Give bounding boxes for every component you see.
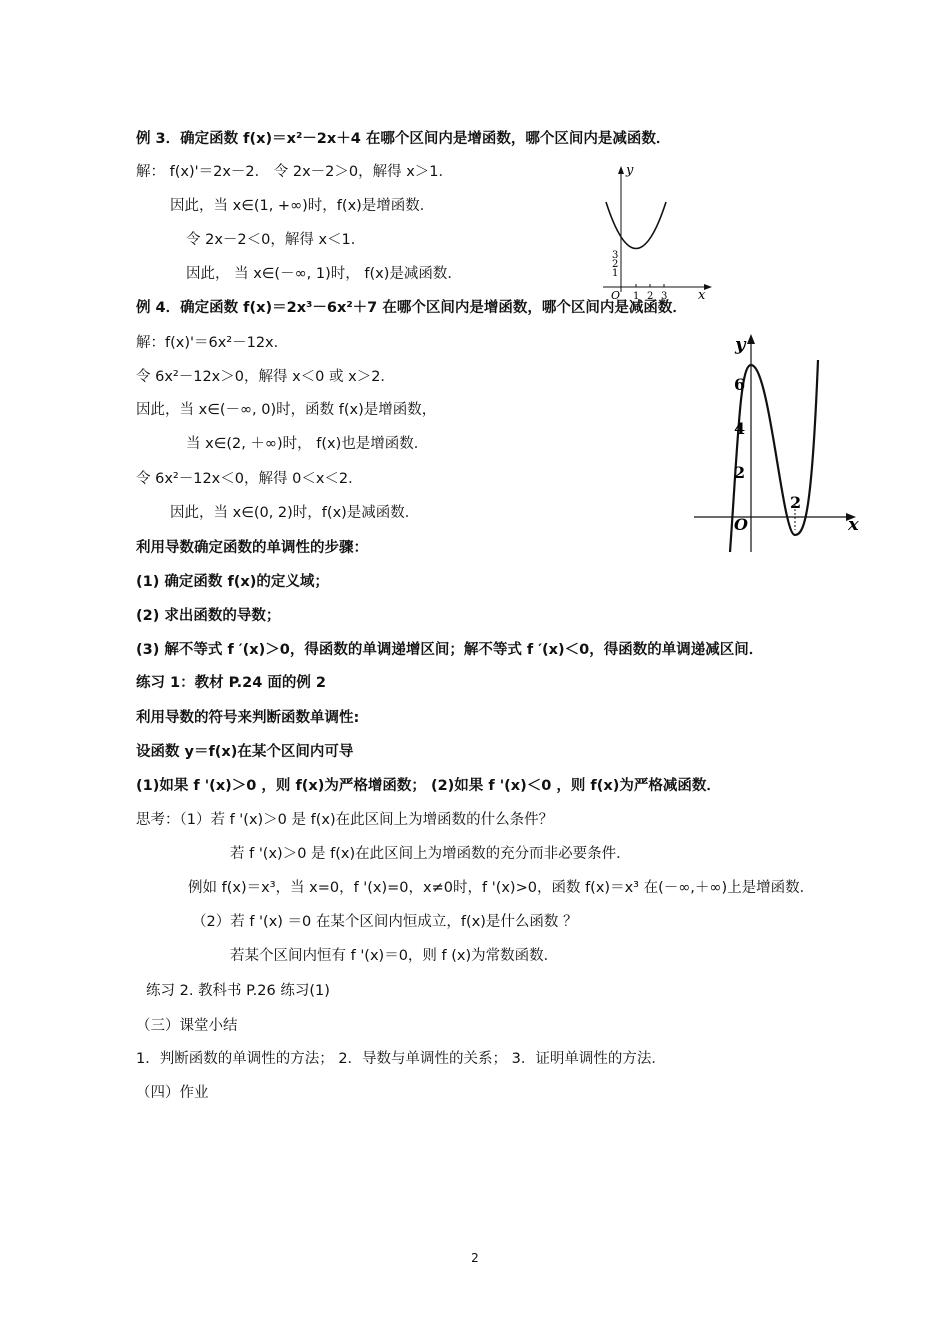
step-2: (2) 求出函数的导数；: [136, 608, 281, 624]
parabola-figure: [598, 160, 718, 300]
example-3-inequality: 令 2x－2＜0，解得 x＜1．: [186, 232, 366, 248]
y-tick-4: 4: [734, 419, 746, 438]
exercise-1: 练习 1：教材 P.24 面的例 2: [136, 675, 327, 691]
steps-heading: 利用导数确定函数的单调性的步骤：: [136, 540, 368, 556]
y-tick-6: 6: [734, 375, 746, 394]
think-answer-2: 若某个区间内恒有 f '(x)＝0，则 f (x)为常数函数．: [230, 948, 559, 964]
example-3-solution: 解： f(x)'＝2x－2． 令 2x－2＞0，解得 x＞1．: [136, 164, 454, 180]
cubic-figure: [690, 330, 870, 558]
example-3-title: 例 3．确定函数 f(x)＝x²－2x＋4 在哪个区间内是增函数，哪个区间内是减函数．: [136, 131, 671, 147]
summary-points: 1．判断函数的单调性的方法； 2．导数与单调性的关系； 3．证明单调性的方法．: [136, 1051, 666, 1067]
origin-label: O: [734, 515, 748, 534]
step-1: (1) 确定函数 f(x)的定义域；: [136, 574, 329, 590]
think-question-1: 思考：（1）若 f '(x)＞0 是 f(x)在此区间上为增函数的什么条件？: [136, 812, 554, 828]
example-4-decrease: 因此，当 x∈(0, 2)时，f(x)是减函数．: [170, 505, 420, 521]
differentiable-assumption: 设函数 y＝f(x)在某个区间内可导: [136, 744, 354, 760]
y-tick-1: 1: [612, 268, 619, 279]
example-4-title: 例 4．确定函数 f(x)＝2x³－6x²＋7 在哪个区间内是增函数，哪个区间内是减函数．: [136, 300, 687, 316]
exercise-2: 练习 2. 教科书 P.26 练习(1): [146, 983, 330, 999]
summary-heading: （三）课堂小结: [136, 1018, 238, 1034]
x-tick-3: 3: [661, 291, 668, 300]
x-axis-label: x: [848, 514, 859, 535]
example-3-decrease: 因此， 当 x∈(－∞, 1)时， f(x)是减函数．: [186, 266, 462, 282]
think-answer-1: 若 f '(x)＞0 是 f(x)在此区间上为增函数的充分而非必要条件．: [230, 846, 631, 862]
example-3-increase: 因此，当 x∈(1, +∞)时，f(x)是增函数．: [170, 198, 435, 214]
y-tick-2: 2: [734, 463, 746, 482]
step-3: (3) 解不等式 f ′(x)＞0，得函数的单调递增区间；解不等式 f ′(x)＜0，得函数的单调递减区间．: [136, 642, 764, 658]
y-tick-3: 3: [612, 250, 619, 261]
example-4-increase-2: 当 x∈(2, ＋∞)时， f(x)也是增函数．: [186, 436, 429, 452]
derivative-sign-heading: 利用导数的符号来判断函数单调性:: [136, 710, 360, 726]
example-4-inequality: 令 6x²－12x＞0，解得 x＜0 或 x＞2．: [136, 369, 395, 385]
x-tick-1: 1: [633, 291, 640, 300]
x-tick-2: 2: [647, 291, 654, 300]
y-axis-label: y: [735, 334, 746, 355]
x-tick-2: 2: [790, 493, 802, 512]
y-axis-label: y: [626, 163, 634, 178]
think-question-2: （2）若 f '(x) ＝0 在某个区间内恒成立，f(x)是什么函数 ？: [192, 914, 578, 930]
example-4-solution: 解：f(x)'＝6x²－12x．: [136, 335, 289, 351]
strict-monotone-rule: (1)如果 f '(x)＞0 ，则 f(x)为严格增函数； (2)如果 f '(x)＜0 ，则 f(x)为严格减函数．: [136, 778, 721, 794]
origin-label: O: [611, 289, 621, 300]
homework-heading: （四）作业: [136, 1085, 209, 1101]
example-4-increase-1: 因此，当 x∈(－∞, 0)时，函数 f(x)是增函数，: [136, 402, 437, 418]
parabola-curve: [606, 202, 666, 249]
x-axis-label: x: [698, 288, 706, 300]
page-number: 2: [471, 1251, 479, 1265]
think-example: 例如 f(x)＝x³，当 x=0，f '(x)=0，x≠0时，f '(x)>0，函数 f(x)＝x³ 在(－∞,＋∞)上是增函数．: [188, 880, 815, 896]
y-tick-2: 2: [612, 259, 619, 270]
example-4-inequality-2: 令 6x²－12x＜0，解得 0＜x＜2．: [136, 471, 363, 487]
